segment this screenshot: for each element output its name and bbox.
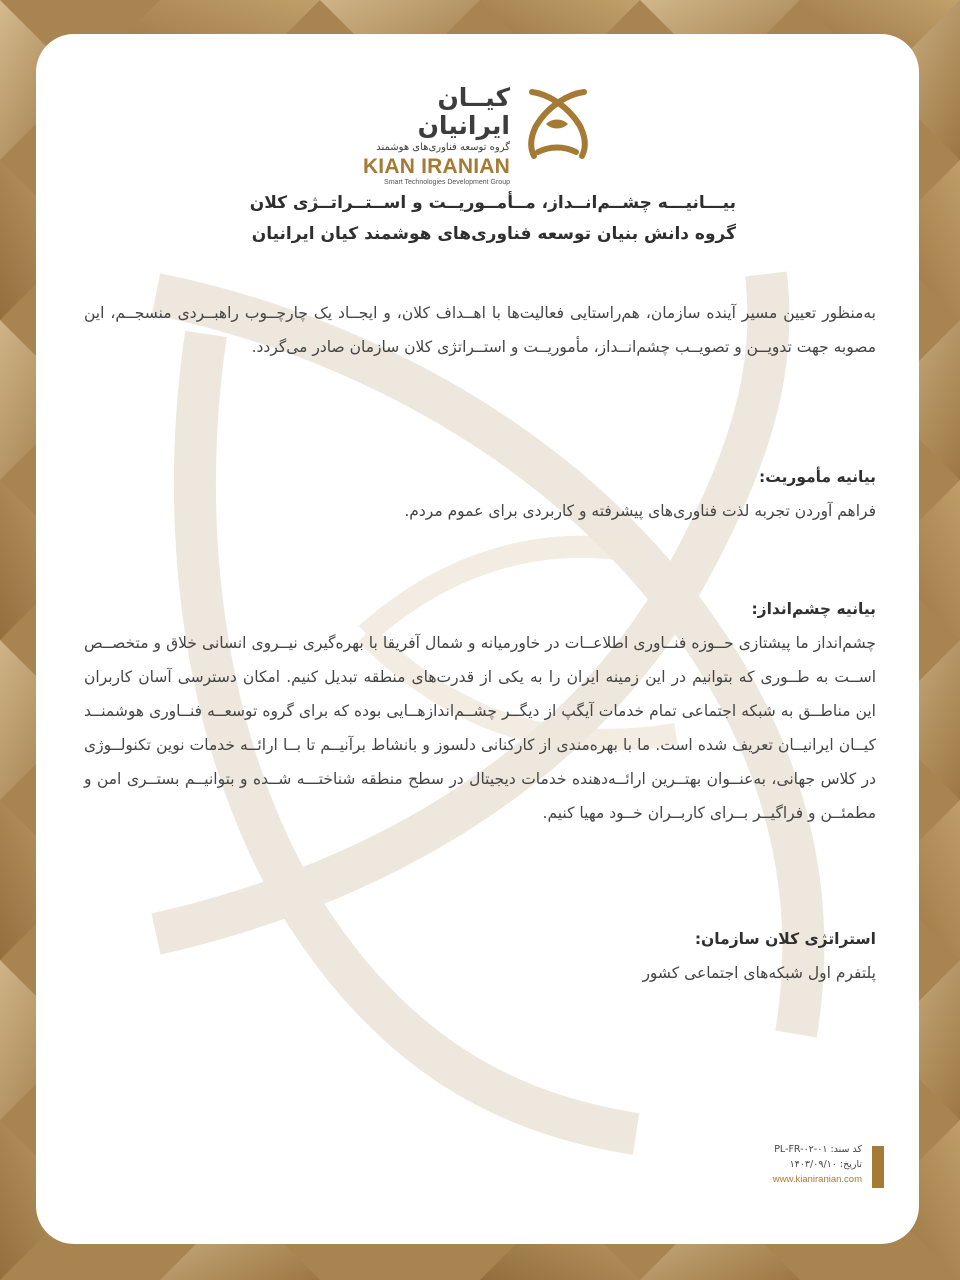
brand-logo — [356, 83, 596, 186]
date-label: تاریخ: — [839, 1159, 862, 1170]
document-date — [742, 1157, 862, 1172]
footer-info — [742, 1142, 862, 1187]
document-code — [742, 1142, 862, 1157]
mission-text: فراهم آوردن تجربه لذت فناوری‌های پیشرفته و کاربردی برای عموم مردم. — [404, 502, 876, 520]
intro-paragraph: به‌منظور تعیین مسیر آینده سازمان، هم‌راستایی فعالیت‌ها با اهــداف کلان، و ایجــاد یک چارچــوب راهبــردی منسجــم، این مصوبه جهت تدویــن و تصویــب چشم‌انــداز، مأموریــت و استــراتژی کلان سازمان صادر می‌گردد. — [84, 304, 876, 356]
website-link[interactable]: www.kianiranian.com — [772, 1174, 862, 1185]
vision-heading: بیانیه چشم‌انداز: — [751, 600, 876, 618]
title-line-1: بیـــانیـــه چشــم‌انــداز، مــأمــوریــت و اســتــراتــژی کلان — [249, 193, 736, 213]
document-title — [96, 188, 736, 250]
title-line-2: گروه دانش بنیان توسعه فناوری‌های هوشمند کیان ایرانیان — [251, 224, 736, 244]
mission-section — [84, 460, 876, 528]
date-value: ۱۴۰۳/۰۹/۱۰ — [789, 1159, 837, 1170]
brand-subtitle-fa: گروه توسعه فناوری‌های هوشمند — [376, 142, 510, 153]
code-value: PL-FR-۰۲-۰۱ — [774, 1144, 828, 1155]
strategy-section — [84, 922, 876, 990]
strategy-heading: استراتژی کلان سازمان: — [694, 930, 876, 948]
strategy-text: پلتفرم اول شبکه‌های اجتماعی کشور — [642, 964, 876, 982]
brand-text — [350, 84, 510, 187]
brand-subtitle-en: Smart Technologies Development Group — [384, 179, 510, 186]
vision-text: چشم‌انداز ما پیشتازی حــوزه فنــاوری اطلاعــات در خاورمیانه و شمال آفریقا با بهره‌گیری نیــروی انسانی خلاق و متخصــص اســت به طــوری که بتوانیم در این زمینه ایران را به یکی از قدرت‌های منطقه تبدیل کنیم. امکان دسترسی آسان کاربران این مناطــق به شبکه اجتماعی تمام خدمات آیگپ از دیگــر چشــم‌اندازهــایی بوده که برای گروه توسعــه فنــاوری هوشمنــد کیــان ایرانیــان تعریف شده است. ما با بهره‌مندی از کارکنانی دلسوز و بانشاط برآنیــم تا بــا ارائــه خدمات نوین تکنولــوژی در کلاس جهانی، به‌عنــوان بهتــرین ارائــه‌دهنده خدمات دیجیتال در سطح منطقه شناختـــه شــده و بتوانیــم بستــری امن و مطمئــن و فراگیــر بــرای کاربــران خــود مهیا کنیم. — [84, 634, 876, 822]
kian-emblem-icon — [524, 86, 590, 160]
document-page — [36, 34, 919, 1244]
code-label: کد سند: — [830, 1144, 862, 1155]
footer-accent-bar — [872, 1146, 884, 1188]
vision-section — [84, 592, 876, 830]
mission-heading: بیانیه مأموریت: — [759, 468, 876, 486]
document-footer — [744, 1142, 884, 1192]
brand-name-en: KIAN IRANIAN — [362, 155, 510, 178]
intro-section — [84, 296, 876, 364]
brand-name-fa: کیــان ایرانیان — [417, 83, 510, 140]
